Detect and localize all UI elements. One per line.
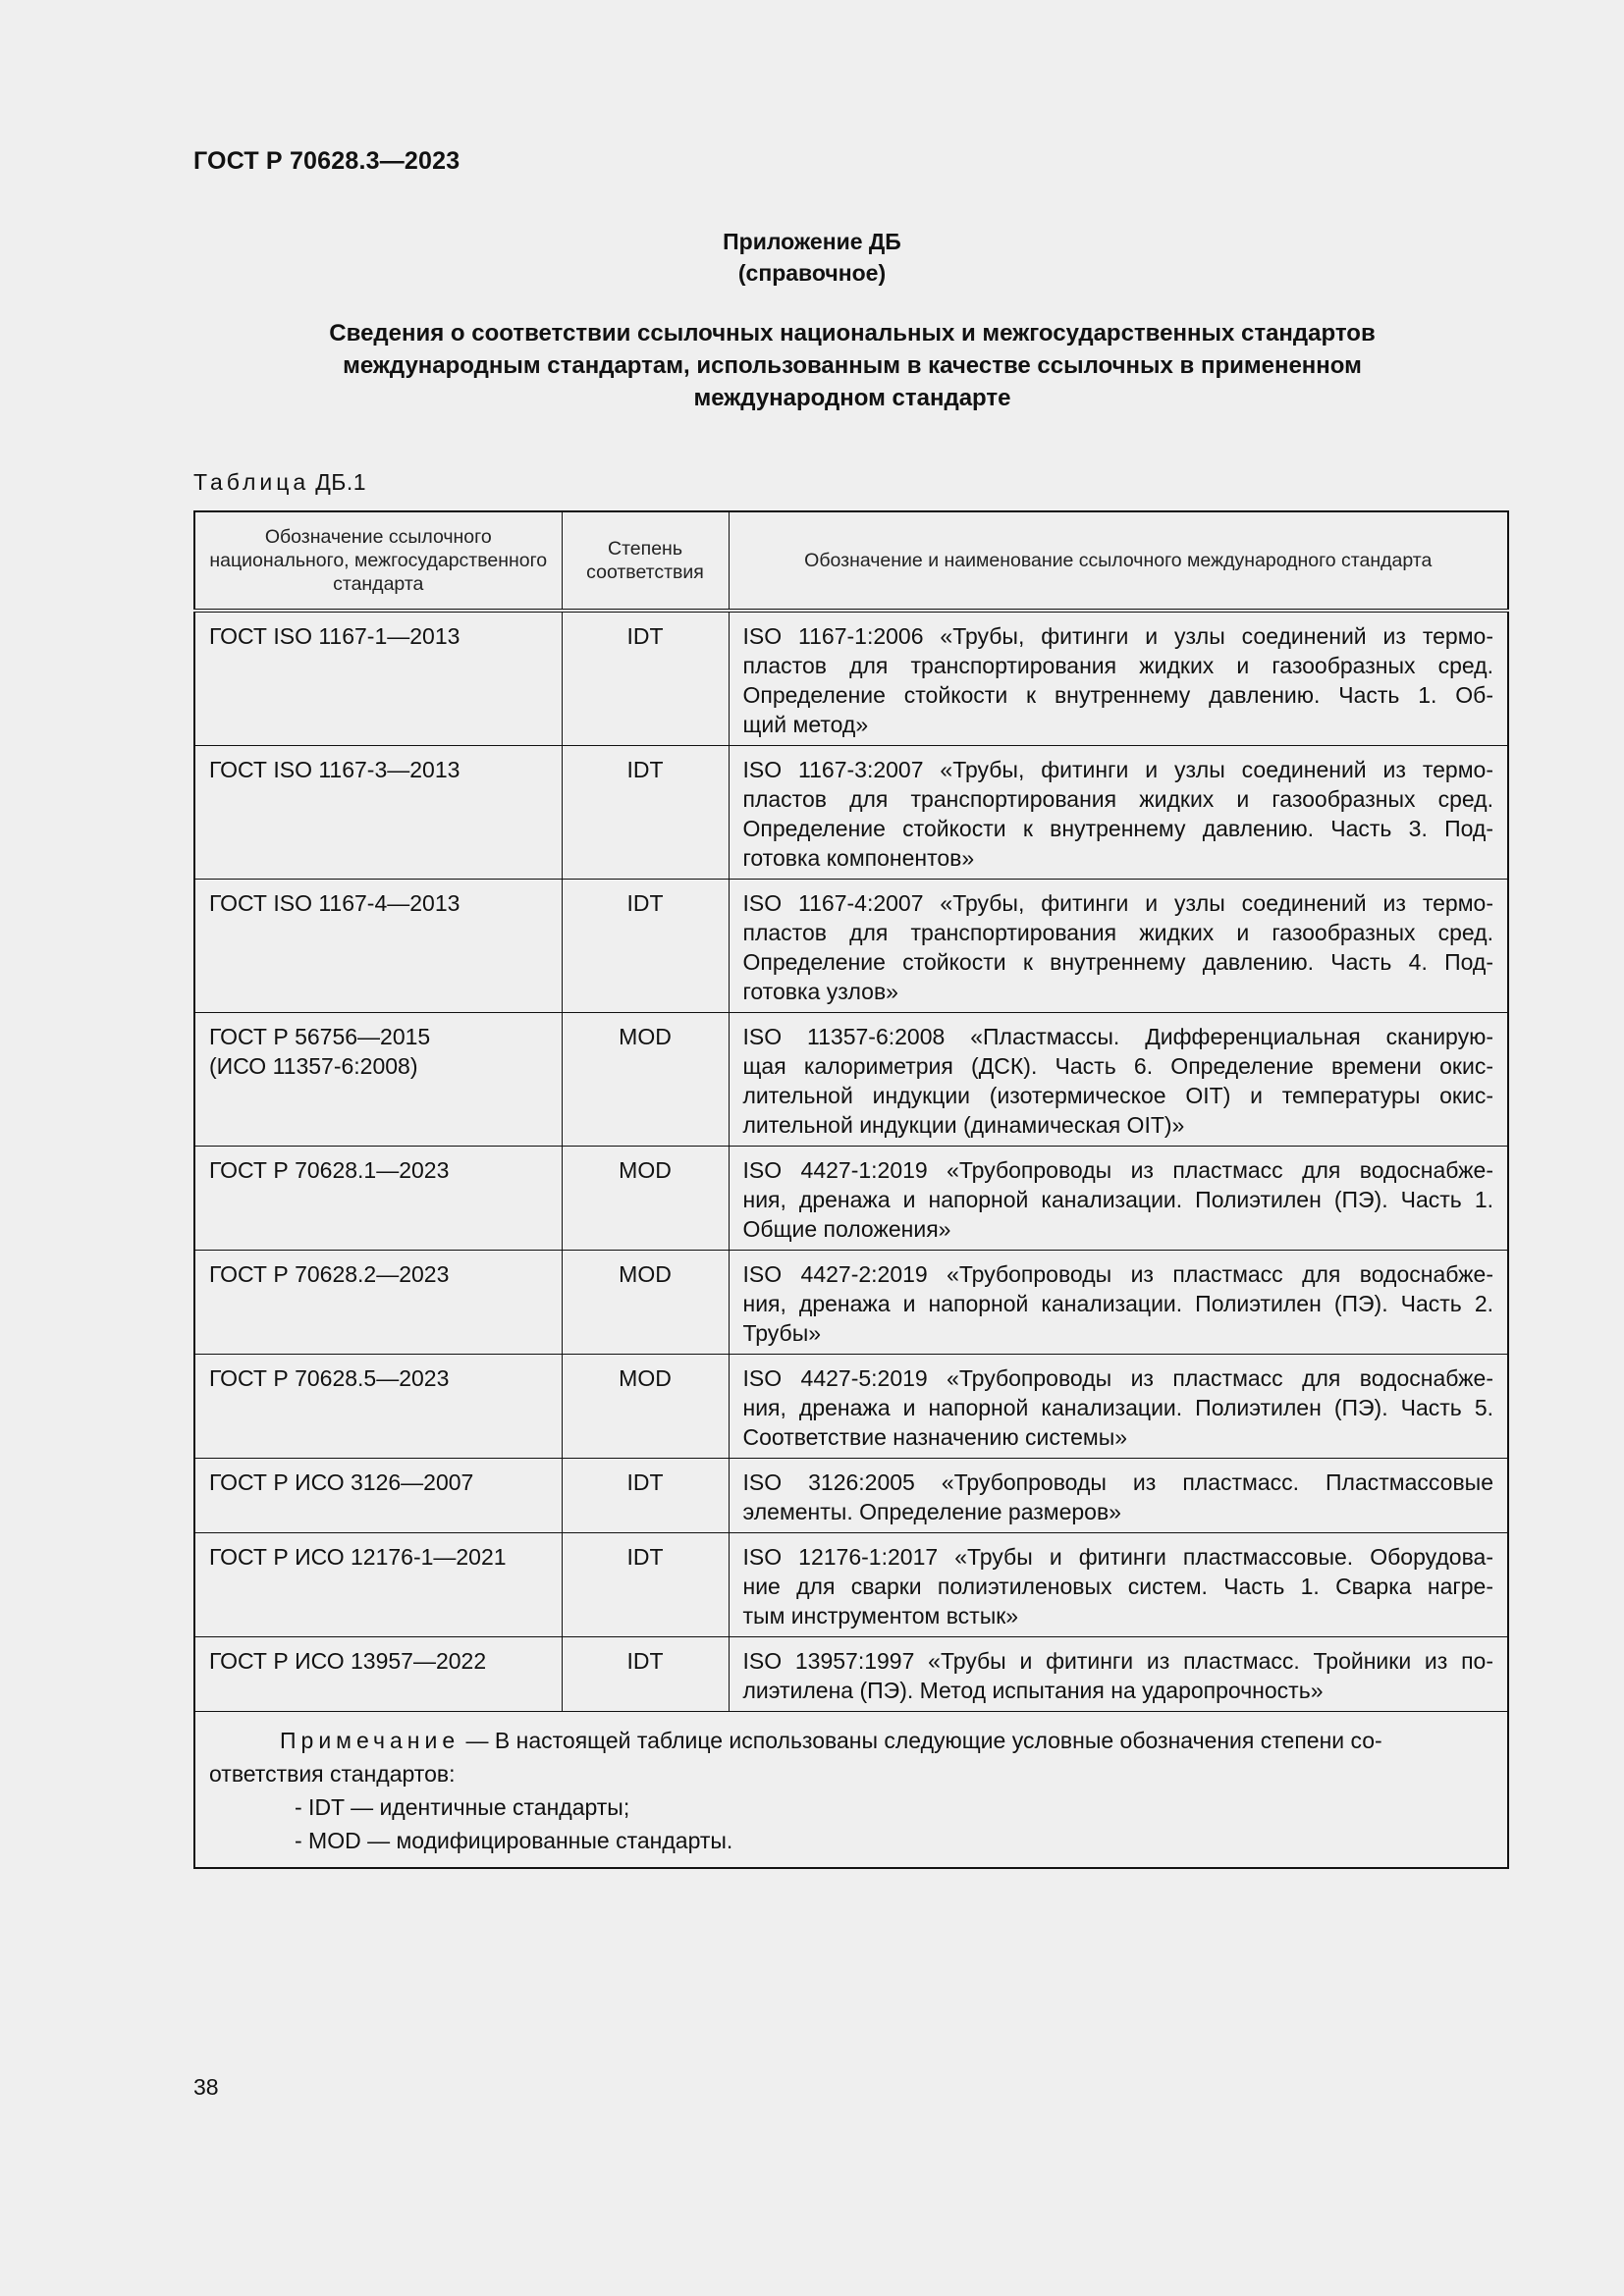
international-standard-description <box>729 1533 1508 1637</box>
description-line: Определение стойкости к внутреннему давлению. Часть 4. Под- <box>742 949 1493 975</box>
description-line: Общие положения» <box>742 1216 951 1242</box>
description-line: готовка узлов» <box>742 979 898 1004</box>
national-standard-code: ГОСТ ISO 1167-4—2013 <box>194 880 562 1013</box>
national-standard-code: ГОСТ Р ИСО 13957—2022 <box>194 1637 562 1712</box>
description-line: пластов для транспортирования жидких и газообразных сред. <box>742 653 1493 678</box>
degree-of-conformity: IDT <box>562 1533 729 1637</box>
description-line: Определение стойкости к внутреннему давлению. Часть 1. Об- <box>742 682 1493 708</box>
description-line: ISO 13957:1997 «Трубы и фитинги из пластмасс. Тройники из по- <box>742 1648 1493 1674</box>
international-standard-description <box>729 1013 1508 1147</box>
table-row <box>194 1637 1508 1712</box>
description-line: ISO 1167-3:2007 «Трубы, фитинги и узлы соединений из термо- <box>742 757 1493 782</box>
note-text <box>209 1724 1493 1757</box>
table-caption-word: Таблица <box>193 469 310 495</box>
description-line: ния, дренажа и напорной канализации. Полиэтилен (ПЭ). Часть 2. <box>742 1291 1493 1316</box>
note-item-idt: - IDT — идентичные стандарты; <box>295 1794 630 1820</box>
national-standard-code: ГОСТ ISO 1167-3—2013 <box>194 746 562 880</box>
international-standard-description <box>729 1355 1508 1459</box>
degree-of-conformity: MOD <box>562 1251 729 1355</box>
section-heading-line: международном стандарте <box>693 385 1011 411</box>
appendix-subtitle: (справочное) <box>737 260 887 286</box>
document-code: ГОСТ Р 70628.3—2023 <box>193 147 460 175</box>
table-note <box>194 1712 1508 1869</box>
international-standard-description <box>729 880 1508 1013</box>
header-national-standard: Обозначение ссылочного национального, межгосударственного стандарта <box>194 511 562 611</box>
degree-of-conformity: IDT <box>562 880 729 1013</box>
description-line: лительной индукции (изотермическое OIT) и температуры окис- <box>742 1083 1493 1108</box>
description-line: тым инструментом встык» <box>742 1603 1019 1629</box>
description-line: Соответствие назначению системы» <box>742 1424 1128 1450</box>
section-heading <box>216 317 1489 414</box>
description-line: готовка компонентов» <box>742 845 975 871</box>
note-body: — В настоящей таблице использованы следующие условные обозначения степени со- <box>460 1728 1382 1753</box>
table-row <box>194 1459 1508 1533</box>
table-row <box>194 1533 1508 1637</box>
international-standard-description <box>729 611 1508 746</box>
note-body-continued: ответствия стандартов: <box>209 1761 456 1787</box>
international-standard-description <box>729 746 1508 880</box>
description-line: ISO 1167-4:2007 «Трубы, фитинги и узлы соединений из термо- <box>742 890 1493 916</box>
description-line: ISO 11357-6:2008 «Пластмассы. Дифференциальная сканирую- <box>742 1024 1493 1049</box>
note-lead: Примечание <box>280 1728 460 1753</box>
table-row <box>194 1355 1508 1459</box>
appendix-title: Приложение ДБ <box>723 229 901 254</box>
degree-of-conformity: MOD <box>562 1147 729 1251</box>
description-line: щий метод» <box>742 712 869 737</box>
description-line: Трубы» <box>742 1320 822 1346</box>
description-line: ISO 4427-1:2019 «Трубопроводы из пластмасс для водоснабже- <box>742 1157 1493 1183</box>
national-standard-code: ГОСТ Р ИСО 12176-1—2021 <box>194 1533 562 1637</box>
standards-table <box>193 510 1509 1869</box>
international-standard-description <box>729 1459 1508 1533</box>
table-header-row <box>194 511 1508 611</box>
international-standard-description <box>729 1147 1508 1251</box>
table-row <box>194 880 1508 1013</box>
description-line: ISO 3126:2005 «Трубопроводы из пластмасс. Пластмассовые <box>742 1469 1493 1495</box>
degree-of-conformity: IDT <box>562 1459 729 1533</box>
description-line: пластов для транспортирования жидких и газообразных сред. <box>742 786 1493 812</box>
table-row <box>194 1147 1508 1251</box>
description-line: элементы. Определение размеров» <box>742 1499 1121 1524</box>
description-line: Определение стойкости к внутреннему давлению. Часть 3. Под- <box>742 816 1493 841</box>
international-standard-description <box>729 1637 1508 1712</box>
description-line: ния, дренажа и напорной канализации. Полиэтилен (ПЭ). Часть 5. <box>742 1395 1493 1420</box>
page-number: 38 <box>193 2074 219 2100</box>
header-degree: Степень соответствия <box>562 511 729 611</box>
degree-of-conformity: MOD <box>562 1013 729 1147</box>
national-standard-code: ГОСТ Р 70628.1—2023 <box>194 1147 562 1251</box>
table-note-row <box>194 1712 1508 1869</box>
degree-of-conformity: IDT <box>562 611 729 746</box>
section-heading-line: Сведения о соответствии ссылочных национальных и межгосударственных стандартов <box>329 320 1376 347</box>
description-line: ISO 4427-5:2019 «Трубопроводы из пластмасс для водоснабже- <box>742 1365 1493 1391</box>
description-line: лиэтилена (ПЭ). Метод испытания на ударопрочность» <box>742 1678 1324 1703</box>
international-standard-description <box>729 1251 1508 1355</box>
table-row <box>194 1251 1508 1355</box>
description-line: ния, дренажа и напорной канализации. Полиэтилен (ПЭ). Часть 1. <box>742 1187 1493 1212</box>
table-caption-number: ДБ.1 <box>315 469 367 495</box>
degree-of-conformity: MOD <box>562 1355 729 1459</box>
degree-of-conformity: IDT <box>562 1637 729 1712</box>
description-line: пластов для транспортирования жидких и газообразных сред. <box>742 920 1493 945</box>
table-row <box>194 746 1508 880</box>
table-body <box>194 611 1508 1712</box>
table-row <box>194 611 1508 746</box>
section-heading-line: международным стандартам, использованным в качестве ссылочных в примененном <box>343 352 1362 379</box>
table-caption <box>193 469 366 496</box>
appendix-heading <box>0 226 1624 289</box>
header-international-standard: Обозначение и наименование ссылочного международного стандарта <box>729 511 1508 611</box>
national-standard-code: ГОСТ ISO 1167-1—2013 <box>194 611 562 746</box>
national-standard-code: ГОСТ Р 70628.5—2023 <box>194 1355 562 1459</box>
national-standard-code: ГОСТ Р 70628.2—2023 <box>194 1251 562 1355</box>
description-line: ISO 12176-1:2017 «Трубы и фитинги пластмассовые. Оборудова- <box>742 1544 1493 1570</box>
degree-of-conformity: IDT <box>562 746 729 880</box>
national-standard-code: ГОСТ Р 56756—2015 (ИСО 11357-6:2008) <box>194 1013 562 1147</box>
description-line: ние для сварки полиэтиленовых систем. Часть 1. Сварка нагре- <box>742 1574 1493 1599</box>
note-item-mod: - MOD — модифицированные стандарты. <box>295 1828 733 1853</box>
table-row <box>194 1013 1508 1147</box>
national-standard-code: ГОСТ Р ИСО 3126—2007 <box>194 1459 562 1533</box>
description-line: лительной индукции (динамическая OIT)» <box>742 1112 1185 1138</box>
description-line: щая калориметрия (ДСК). Часть 6. Определение времени окис- <box>742 1053 1493 1079</box>
description-line: ISO 1167-1:2006 «Трубы, фитинги и узлы соединений из термо- <box>742 623 1493 649</box>
description-line: ISO 4427-2:2019 «Трубопроводы из пластмасс для водоснабже- <box>742 1261 1493 1287</box>
